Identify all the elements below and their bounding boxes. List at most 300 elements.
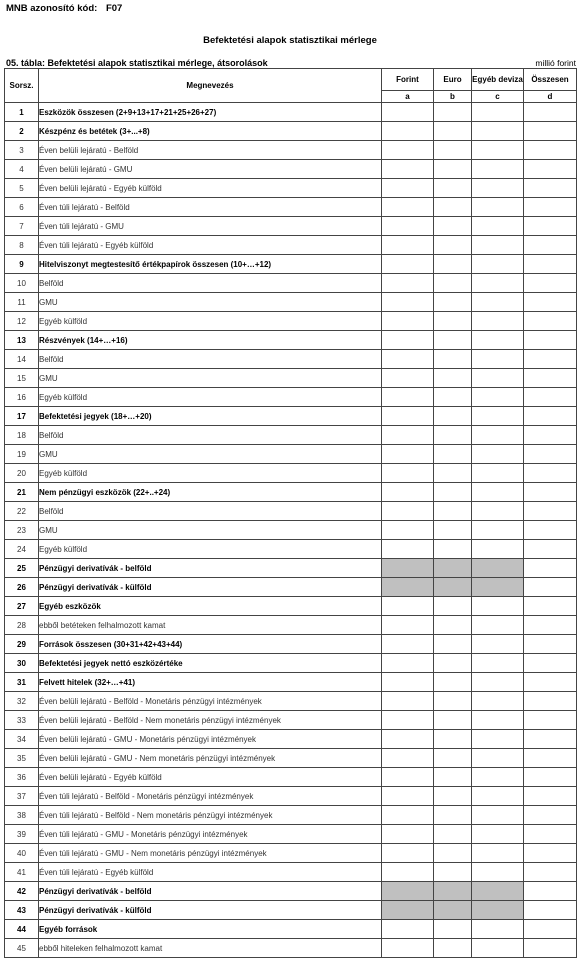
- cell-osszesen[interactable]: [524, 502, 577, 521]
- table-row: [5, 331, 577, 350]
- cell-egyeb[interactable]: [472, 863, 524, 882]
- row-number: 26: [5, 578, 39, 597]
- table-row: [5, 559, 577, 578]
- cell-egyeb[interactable]: [472, 464, 524, 483]
- cell-egyeb[interactable]: [472, 160, 524, 179]
- cell-forint[interactable]: [382, 388, 434, 407]
- cell-egyeb[interactable]: [472, 882, 524, 901]
- cell-egyeb[interactable]: [472, 217, 524, 236]
- cell-osszesen[interactable]: [524, 616, 577, 635]
- table-row: [5, 844, 577, 863]
- cell-euro[interactable]: [434, 331, 472, 350]
- cell-euro[interactable]: [434, 521, 472, 540]
- table-row: [5, 255, 577, 274]
- cell-forint[interactable]: [382, 141, 434, 160]
- cell-euro[interactable]: [434, 445, 472, 464]
- table-row: [5, 426, 577, 445]
- cell-egyeb[interactable]: [472, 350, 524, 369]
- cell-egyeb[interactable]: [472, 103, 524, 122]
- row-label: ebből hiteleken felhalmozott kamat: [39, 939, 382, 958]
- cell-osszesen[interactable]: [524, 521, 577, 540]
- cell-forint[interactable]: [382, 597, 434, 616]
- cell-euro[interactable]: [434, 597, 472, 616]
- cell-forint[interactable]: [382, 540, 434, 559]
- cell-forint[interactable]: [382, 711, 434, 730]
- row-label: GMU: [39, 293, 382, 312]
- row-label: Éven túli lejáratú - GMU - Monetáris pénzügyi intézmények: [39, 825, 382, 844]
- cell-euro[interactable]: [434, 806, 472, 825]
- cell-osszesen[interactable]: [524, 635, 577, 654]
- cell-euro[interactable]: [434, 578, 472, 597]
- cell-euro[interactable]: [434, 901, 472, 920]
- cell-euro[interactable]: [434, 483, 472, 502]
- cell-osszesen[interactable]: [524, 578, 577, 597]
- cell-euro[interactable]: [434, 730, 472, 749]
- cell-egyeb[interactable]: [472, 901, 524, 920]
- table-row: [5, 502, 577, 521]
- cell-forint[interactable]: [382, 331, 434, 350]
- header-b: b: [434, 91, 472, 103]
- cell-forint[interactable]: [382, 217, 434, 236]
- table-row: [5, 654, 577, 673]
- header-sorsz: Sorsz.: [5, 69, 39, 103]
- header-c: c: [472, 91, 524, 103]
- header-forint: Forint: [382, 69, 434, 91]
- row-number: 33: [5, 711, 39, 730]
- row-number: 44: [5, 920, 39, 939]
- table-row: [5, 312, 577, 331]
- row-number: 36: [5, 768, 39, 787]
- cell-euro[interactable]: [434, 635, 472, 654]
- cell-osszesen[interactable]: [524, 559, 577, 578]
- cell-euro[interactable]: [434, 198, 472, 217]
- cell-forint[interactable]: [382, 787, 434, 806]
- cell-euro[interactable]: [434, 540, 472, 559]
- header-d: d: [524, 91, 577, 103]
- cell-osszesen[interactable]: [524, 901, 577, 920]
- row-label: ebből betéteken felhalmozott kamat: [39, 616, 382, 635]
- cell-egyeb[interactable]: [472, 407, 524, 426]
- table-row: [5, 692, 577, 711]
- cell-forint[interactable]: [382, 122, 434, 141]
- cell-euro[interactable]: [434, 255, 472, 274]
- cell-euro[interactable]: [434, 464, 472, 483]
- cell-forint[interactable]: [382, 692, 434, 711]
- cell-osszesen[interactable]: [524, 806, 577, 825]
- row-label: Befektetési jegyek (18+…+20): [39, 407, 382, 426]
- cell-euro[interactable]: [434, 312, 472, 331]
- row-number: 22: [5, 502, 39, 521]
- cell-osszesen[interactable]: [524, 597, 577, 616]
- header-egyeb-deviza: Egyéb deviza: [472, 69, 524, 91]
- cell-osszesen[interactable]: [524, 312, 577, 331]
- row-label: Belföld: [39, 426, 382, 445]
- cell-osszesen[interactable]: [524, 274, 577, 293]
- cell-osszesen[interactable]: [524, 882, 577, 901]
- cell-egyeb[interactable]: [472, 540, 524, 559]
- row-label: Felvett hitelek (32+…+41): [39, 673, 382, 692]
- cell-forint[interactable]: [382, 673, 434, 692]
- cell-osszesen[interactable]: [524, 331, 577, 350]
- cell-euro[interactable]: [434, 654, 472, 673]
- row-number: 39: [5, 825, 39, 844]
- cell-forint[interactable]: [382, 730, 434, 749]
- cell-egyeb[interactable]: [472, 559, 524, 578]
- table-row: [5, 806, 577, 825]
- row-label: Belföld: [39, 350, 382, 369]
- table-row: [5, 274, 577, 293]
- row-number: 20: [5, 464, 39, 483]
- row-number: 13: [5, 331, 39, 350]
- table-row: [5, 236, 577, 255]
- row-label: Egyéb külföld: [39, 540, 382, 559]
- cell-egyeb[interactable]: [472, 179, 524, 198]
- cell-forint[interactable]: [382, 654, 434, 673]
- cell-egyeb[interactable]: [472, 654, 524, 673]
- table-body: [5, 103, 577, 958]
- header-euro: Euro: [434, 69, 472, 91]
- cell-forint[interactable]: [382, 445, 434, 464]
- cell-egyeb[interactable]: [472, 749, 524, 768]
- row-label: Eszközök összesen (2+9+13+17+21+25+26+27): [39, 103, 382, 122]
- row-label: Egyéb eszközök: [39, 597, 382, 616]
- cell-euro[interactable]: [434, 274, 472, 293]
- cell-osszesen[interactable]: [524, 217, 577, 236]
- table-row: [5, 350, 577, 369]
- cell-forint[interactable]: [382, 901, 434, 920]
- cell-egyeb[interactable]: [472, 920, 524, 939]
- row-label: Készpénz és betétek (3+...+8): [39, 122, 382, 141]
- cell-osszesen[interactable]: [524, 825, 577, 844]
- row-label: Éven túli lejáratú - Belföld: [39, 198, 382, 217]
- table-row: [5, 540, 577, 559]
- cell-egyeb[interactable]: [472, 236, 524, 255]
- cell-osszesen[interactable]: [524, 863, 577, 882]
- table-row: [5, 483, 577, 502]
- cell-osszesen[interactable]: [524, 464, 577, 483]
- cell-euro[interactable]: [434, 103, 472, 122]
- row-number: 5: [5, 179, 39, 198]
- cell-osszesen[interactable]: [524, 407, 577, 426]
- row-number: 43: [5, 901, 39, 920]
- row-label: Belföld: [39, 502, 382, 521]
- row-number: 27: [5, 597, 39, 616]
- cell-forint[interactable]: [382, 274, 434, 293]
- cell-forint[interactable]: [382, 255, 434, 274]
- row-label: Éven belüli lejáratú - GMU - Monetáris pénzügyi intézmények: [39, 730, 382, 749]
- cell-egyeb[interactable]: [472, 312, 524, 331]
- cell-euro[interactable]: [434, 616, 472, 635]
- header-a: a: [382, 91, 434, 103]
- cell-forint[interactable]: [382, 483, 434, 502]
- cell-forint[interactable]: [382, 768, 434, 787]
- cell-osszesen[interactable]: [524, 160, 577, 179]
- cell-euro[interactable]: [434, 559, 472, 578]
- cell-osszesen[interactable]: [524, 654, 577, 673]
- cell-forint[interactable]: [382, 559, 434, 578]
- cell-osszesen[interactable]: [524, 103, 577, 122]
- row-number: 45: [5, 939, 39, 958]
- row-number: 31: [5, 673, 39, 692]
- cell-osszesen[interactable]: [524, 122, 577, 141]
- cell-egyeb[interactable]: [472, 730, 524, 749]
- cell-osszesen[interactable]: [524, 692, 577, 711]
- table-row: [5, 160, 577, 179]
- row-label: Éven túli lejáratú - Egyéb külföld: [39, 236, 382, 255]
- row-number: 24: [5, 540, 39, 559]
- table-row: [5, 217, 577, 236]
- table-row: [5, 635, 577, 654]
- cell-osszesen[interactable]: [524, 673, 577, 692]
- row-label: Éven túli lejáratú - Egyéb külföld: [39, 863, 382, 882]
- row-label: Éven belüli lejáratú - Belföld - Monetáris pénzügyi intézmények: [39, 692, 382, 711]
- cell-euro[interactable]: [434, 217, 472, 236]
- table-row: [5, 388, 577, 407]
- cell-egyeb[interactable]: [472, 787, 524, 806]
- header-osszesen: Összesen: [524, 69, 577, 91]
- cell-forint[interactable]: [382, 939, 434, 958]
- cell-forint[interactable]: [382, 806, 434, 825]
- table-row: [5, 825, 577, 844]
- table-row: [5, 901, 577, 920]
- cell-osszesen[interactable]: [524, 920, 577, 939]
- cell-egyeb[interactable]: [472, 369, 524, 388]
- cell-euro[interactable]: [434, 179, 472, 198]
- table-row: [5, 141, 577, 160]
- cell-osszesen[interactable]: [524, 388, 577, 407]
- table-row: [5, 103, 577, 122]
- row-label: GMU: [39, 521, 382, 540]
- cell-forint[interactable]: [382, 616, 434, 635]
- cell-egyeb[interactable]: [472, 502, 524, 521]
- cell-egyeb[interactable]: [472, 844, 524, 863]
- cell-egyeb[interactable]: [472, 331, 524, 350]
- table-row: [5, 293, 577, 312]
- cell-osszesen[interactable]: [524, 426, 577, 445]
- cell-euro[interactable]: [434, 825, 472, 844]
- cell-egyeb[interactable]: [472, 141, 524, 160]
- row-number: 9: [5, 255, 39, 274]
- row-label: Pénzügyi derivatívák - külföld: [39, 578, 382, 597]
- cell-egyeb[interactable]: [472, 597, 524, 616]
- row-number: 42: [5, 882, 39, 901]
- cell-euro[interactable]: [434, 749, 472, 768]
- cell-osszesen[interactable]: [524, 255, 577, 274]
- cell-osszesen[interactable]: [524, 711, 577, 730]
- cell-euro[interactable]: [434, 768, 472, 787]
- cell-egyeb[interactable]: [472, 692, 524, 711]
- cell-forint[interactable]: [382, 578, 434, 597]
- cell-euro[interactable]: [434, 863, 472, 882]
- row-number: 38: [5, 806, 39, 825]
- row-label: Pénzügyi derivatívák - külföld: [39, 901, 382, 920]
- cell-egyeb[interactable]: [472, 426, 524, 445]
- cell-osszesen[interactable]: [524, 293, 577, 312]
- cell-euro[interactable]: [434, 711, 472, 730]
- cell-egyeb[interactable]: [472, 521, 524, 540]
- row-number: 4: [5, 160, 39, 179]
- cell-euro[interactable]: [434, 787, 472, 806]
- cell-forint[interactable]: [382, 369, 434, 388]
- row-label: Források összesen (30+31+42+43+44): [39, 635, 382, 654]
- row-number: 23: [5, 521, 39, 540]
- cell-egyeb[interactable]: [472, 388, 524, 407]
- cell-forint[interactable]: [382, 825, 434, 844]
- row-number: 21: [5, 483, 39, 502]
- cell-egyeb[interactable]: [472, 445, 524, 464]
- cell-forint[interactable]: [382, 749, 434, 768]
- cell-forint[interactable]: [382, 179, 434, 198]
- row-label: Éven túli lejáratú - Belföld - Monetáris pénzügyi intézmények: [39, 787, 382, 806]
- table-row: [5, 521, 577, 540]
- row-number: 6: [5, 198, 39, 217]
- row-number: 3: [5, 141, 39, 160]
- table-row: [5, 369, 577, 388]
- table-row: [5, 749, 577, 768]
- cell-euro[interactable]: [434, 407, 472, 426]
- cell-osszesen[interactable]: [524, 749, 577, 768]
- cell-euro[interactable]: [434, 939, 472, 958]
- cell-euro[interactable]: [434, 388, 472, 407]
- cell-euro[interactable]: [434, 122, 472, 141]
- table-row: [5, 863, 577, 882]
- cell-forint[interactable]: [382, 844, 434, 863]
- cell-forint[interactable]: [382, 160, 434, 179]
- cell-euro[interactable]: [434, 293, 472, 312]
- table-row: [5, 673, 577, 692]
- cell-egyeb[interactable]: [472, 578, 524, 597]
- table-row: [5, 616, 577, 635]
- table-row: [5, 939, 577, 958]
- cell-euro[interactable]: [434, 673, 472, 692]
- row-number: 35: [5, 749, 39, 768]
- cell-forint[interactable]: [382, 407, 434, 426]
- cell-forint[interactable]: [382, 350, 434, 369]
- code-label: MNB azonosító kód:: [6, 3, 98, 14]
- cell-osszesen[interactable]: [524, 730, 577, 749]
- cell-osszesen[interactable]: [524, 483, 577, 502]
- row-label: Éven belüli lejáratú - Belföld: [39, 141, 382, 160]
- row-number: 40: [5, 844, 39, 863]
- cell-euro[interactable]: [434, 502, 472, 521]
- cell-forint[interactable]: [382, 293, 434, 312]
- cell-euro[interactable]: [434, 426, 472, 445]
- row-label: GMU: [39, 369, 382, 388]
- balance-sheet-table: [4, 68, 577, 958]
- cell-osszesen[interactable]: [524, 445, 577, 464]
- cell-forint[interactable]: [382, 426, 434, 445]
- cell-forint[interactable]: [382, 863, 434, 882]
- cell-euro[interactable]: [434, 844, 472, 863]
- code-value: F07: [105, 3, 123, 14]
- cell-egyeb[interactable]: [472, 616, 524, 635]
- row-number: 18: [5, 426, 39, 445]
- row-label: Egyéb külföld: [39, 464, 382, 483]
- table-row: [5, 597, 577, 616]
- row-label: Befektetési jegyek nettó eszközértéke: [39, 654, 382, 673]
- cell-euro[interactable]: [434, 350, 472, 369]
- cell-egyeb[interactable]: [472, 293, 524, 312]
- row-label: Éven belüli lejáratú - Egyéb külföld: [39, 179, 382, 198]
- document-title: Befektetési alapok statisztikai mérlege: [203, 35, 377, 46]
- cell-forint[interactable]: [382, 103, 434, 122]
- cell-forint[interactable]: [382, 502, 434, 521]
- cell-osszesen[interactable]: [524, 179, 577, 198]
- row-number: 41: [5, 863, 39, 882]
- cell-egyeb[interactable]: [472, 939, 524, 958]
- cell-osszesen[interactable]: [524, 844, 577, 863]
- table-row: [5, 445, 577, 464]
- cell-osszesen[interactable]: [524, 198, 577, 217]
- cell-osszesen[interactable]: [524, 350, 577, 369]
- row-number: 32: [5, 692, 39, 711]
- row-label: Pénzügyi derivatívák - belföld: [39, 882, 382, 901]
- cell-egyeb[interactable]: [472, 274, 524, 293]
- cell-forint[interactable]: [382, 312, 434, 331]
- row-number: 25: [5, 559, 39, 578]
- cell-osszesen[interactable]: [524, 369, 577, 388]
- cell-osszesen[interactable]: [524, 540, 577, 559]
- row-number: 34: [5, 730, 39, 749]
- cell-euro[interactable]: [434, 920, 472, 939]
- cell-egyeb[interactable]: [472, 198, 524, 217]
- row-number: 2: [5, 122, 39, 141]
- cell-forint[interactable]: [382, 920, 434, 939]
- table-row: [5, 787, 577, 806]
- cell-egyeb[interactable]: [472, 122, 524, 141]
- cell-euro[interactable]: [434, 692, 472, 711]
- cell-forint[interactable]: [382, 236, 434, 255]
- cell-euro[interactable]: [434, 236, 472, 255]
- row-number: 8: [5, 236, 39, 255]
- cell-egyeb[interactable]: [472, 711, 524, 730]
- row-number: 14: [5, 350, 39, 369]
- unit-label: millió forint: [535, 58, 576, 68]
- cell-osszesen[interactable]: [524, 236, 577, 255]
- cell-egyeb[interactable]: [472, 483, 524, 502]
- cell-egyeb[interactable]: [472, 806, 524, 825]
- cell-osszesen[interactable]: [524, 768, 577, 787]
- cell-forint[interactable]: [382, 521, 434, 540]
- cell-egyeb[interactable]: [472, 673, 524, 692]
- cell-euro[interactable]: [434, 141, 472, 160]
- cell-osszesen[interactable]: [524, 939, 577, 958]
- table-row: [5, 882, 577, 901]
- row-label: Éven belüli lejáratú - GMU - Nem monetáris pénzügyi intézmények: [39, 749, 382, 768]
- cell-forint[interactable]: [382, 882, 434, 901]
- cell-forint[interactable]: [382, 635, 434, 654]
- row-label: GMU: [39, 445, 382, 464]
- cell-euro[interactable]: [434, 160, 472, 179]
- cell-forint[interactable]: [382, 464, 434, 483]
- cell-egyeb[interactable]: [472, 825, 524, 844]
- row-label: Éven belüli lejáratú - GMU: [39, 160, 382, 179]
- cell-euro[interactable]: [434, 882, 472, 901]
- cell-egyeb[interactable]: [472, 635, 524, 654]
- cell-egyeb[interactable]: [472, 768, 524, 787]
- row-label: Éven túli lejáratú - GMU: [39, 217, 382, 236]
- cell-forint[interactable]: [382, 198, 434, 217]
- row-label: Éven belüli lejáratú - Egyéb külföld: [39, 768, 382, 787]
- row-number: 37: [5, 787, 39, 806]
- row-label: Hitelviszonyt megtestesítő értékpapírok összesen (10+…+12): [39, 255, 382, 274]
- cell-osszesen[interactable]: [524, 141, 577, 160]
- cell-euro[interactable]: [434, 369, 472, 388]
- cell-osszesen[interactable]: [524, 787, 577, 806]
- cell-egyeb[interactable]: [472, 255, 524, 274]
- header-megnevezes: Megnevezés: [39, 69, 382, 103]
- row-number: 28: [5, 616, 39, 635]
